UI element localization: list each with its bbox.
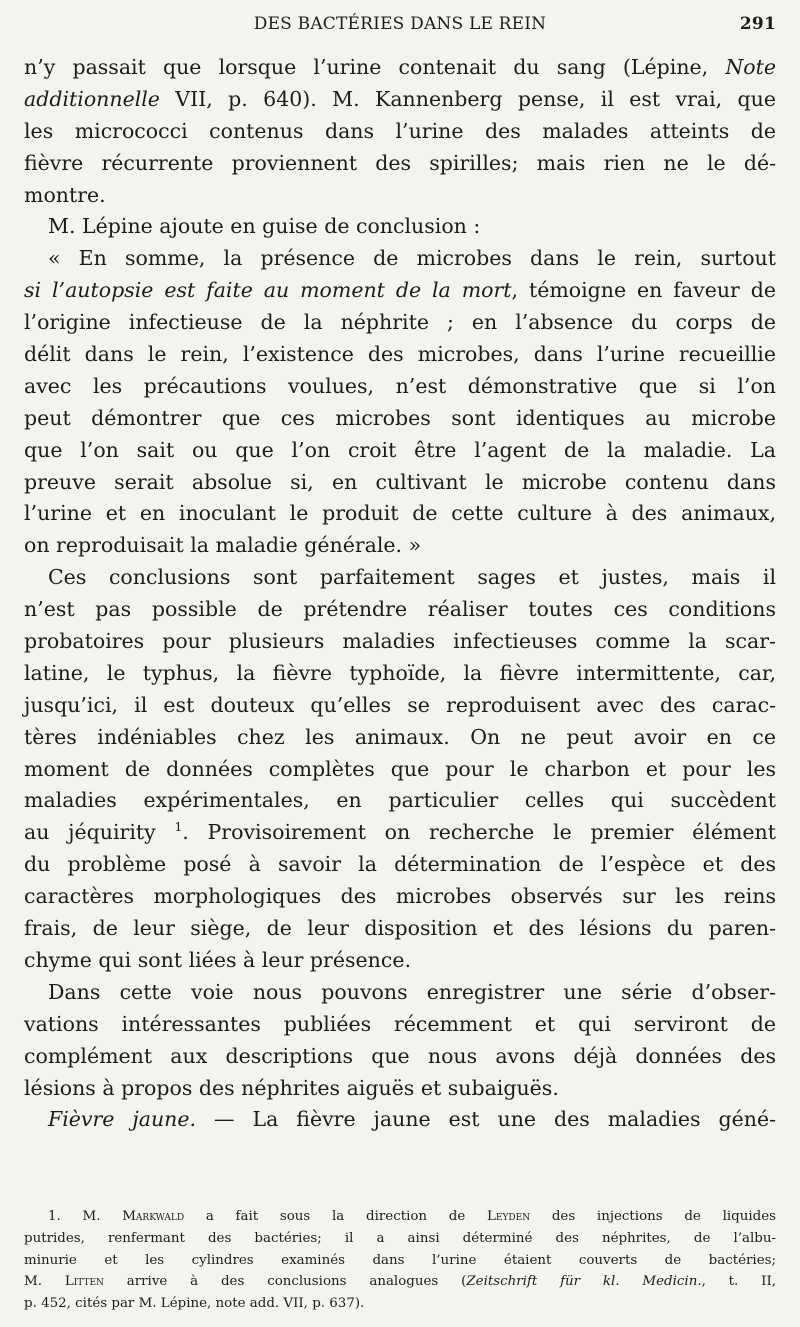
footnote-line: putrides, renfermant des bactéries; il a ainsi déterminé des néphrites, de l’albu- — [24, 1230, 776, 1246]
text-line: fièvre récurrente proviennent des spirilles; mais rien ne le dé- — [24, 150, 776, 175]
text-line: latine, le typhus, la fièvre typhoïde, la fièvre intermittente, car, — [24, 660, 776, 685]
text-line: chyme qui sont liées à leur présence. — [24, 947, 411, 972]
text-line: « En somme, la présence de microbes dans le rein, surtout — [48, 246, 776, 271]
text-line: additionnelle VII, p. 640). M. Kannenberg pense, il est vrai, que — [24, 86, 776, 111]
text-line: Dans cette voie nous pouvons enregistrer une série d’obser- — [48, 979, 776, 1004]
running-header — [0, 14, 800, 40]
text-line: avec les précautions voulues, n’est démonstrative que si l’on — [24, 373, 776, 398]
text-line: l’urine et en inoculant le produit de cette culture à des animaux, — [24, 501, 776, 526]
text-line: que l’on sait ou que l’on croit être l’agent de la maladie. La — [24, 437, 776, 462]
text-line: Ces conclusions sont parfaitement sages et justes, mais il — [48, 565, 776, 590]
footnote-line: 1. M. Markwald a fait sous la direction de Leyden des injections de liquides — [48, 1209, 776, 1224]
text-line: complément aux descriptions que nous avons déjà données des — [24, 1043, 776, 1068]
text-line: caractères morphologiques des microbes observés sur les reins — [24, 884, 776, 909]
text-line: M. Lépine ajoute en guise de conclusion : — [48, 214, 481, 239]
text-line: vations intéressantes publiées récemment et qui serviront de — [24, 1011, 776, 1036]
text-line: n’est pas possible de prétendre réaliser toutes ces conditions — [24, 597, 776, 622]
text-line: on reproduisait la maladie générale. » — [24, 533, 422, 558]
text-line: maladies expérimentales, en particulier celles qui succèdent — [24, 788, 776, 813]
text-line: délit dans le rein, l’existence des microbes, dans l’urine recueillie — [24, 342, 776, 367]
text-line: peut démontrer que ces microbes sont identiques au microbe — [24, 405, 776, 430]
text-line: frais, de leur siège, de leur disposition et des lésions du paren- — [24, 916, 776, 941]
footnote-line: M. Litten arrive à des conclusions analogues (Zeitschrift für kl. Medicin., t. II, — [24, 1274, 776, 1290]
footnote-line: minurie et les cylindres examinés dans l’urine étaient couverts de bactéries; — [24, 1252, 776, 1268]
text-line: lésions à propos des néphrites aiguës et subaiguës. — [24, 1075, 559, 1100]
text-line: montre. — [24, 182, 106, 207]
running-title: DES BACTÉRIES DANS LE REIN — [253, 14, 547, 34]
text-line: moment de données complètes que pour le charbon et pour les — [24, 756, 776, 781]
text-line: les micrococci contenus dans l’urine des malades atteints de — [24, 118, 776, 143]
text-line: n’y passait que lorsque l’urine contenait du sang (Lépine, Note — [24, 55, 776, 79]
text-line: preuve serait absolue si, en cultivant le microbe contenu dans — [24, 469, 776, 494]
page-number: 291 — [739, 14, 776, 34]
footnote-line: p. 452, cités par M. Lépine, note add. VII, p. 637). — [24, 1296, 365, 1312]
text-line: du problème posé à savoir la détermination de l’espèce et des — [24, 852, 776, 877]
text-line: probatoires pour plusieurs maladies infectieuses comme la scar- — [24, 629, 776, 654]
text-line: jusqu’ici, il est douteux qu’elles se reproduisent avec des carac- — [24, 692, 776, 717]
text-line: l’origine infectieuse de la néphrite ; en l’absence du corps de — [24, 310, 776, 335]
text-line: si l’autopsie est faite au moment de la mort, témoigne en faveur de — [24, 278, 776, 303]
text-line: au jéquirity $^1$. Provisoirement on recherche le premier élément — [24, 820, 776, 845]
footnotes — [24, 1206, 776, 1315]
main-text — [24, 52, 776, 1136]
text-line: Fièvre jaune. — La fièvre jaune est une des maladies géné- — [48, 1107, 777, 1132]
text-line: tères indéniables chez les animaux. On ne peut avoir en ce — [24, 724, 776, 749]
